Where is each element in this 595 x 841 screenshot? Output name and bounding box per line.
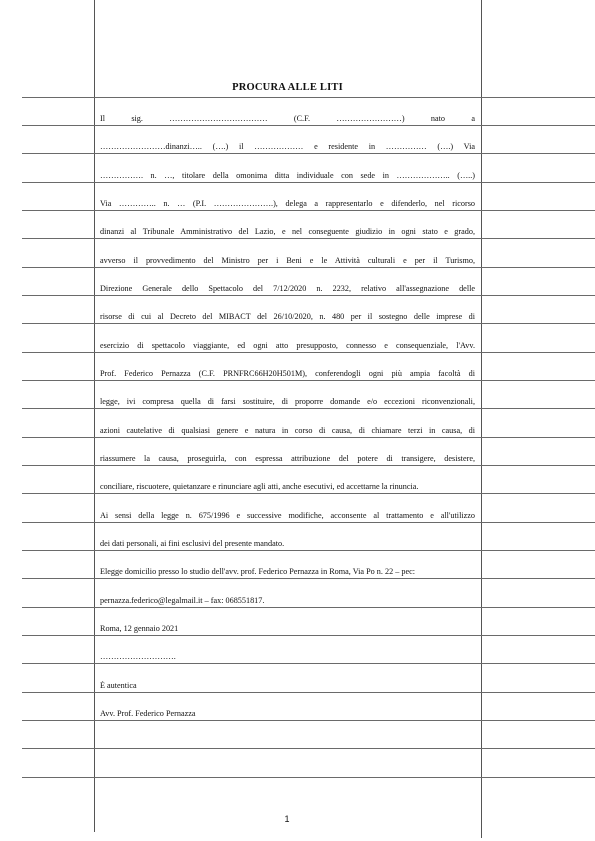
- text-line: conciliare, riscuotere, quietanzare e rinunciare agli atti, anche esecutivi, ed accettarne la rinuncia.: [100, 482, 419, 491]
- authentication-label: È autentica: [100, 681, 137, 690]
- ruled-line: [22, 323, 595, 324]
- text-line: legge, ivi compresa quella di farsi sostituire, di proporre domande e/o eccezioni riconvenzionali,: [100, 397, 475, 406]
- date-line: Roma, 12 gennaio 2021: [100, 624, 179, 633]
- ruled-line: [22, 182, 595, 183]
- text-line: dinanzi al Tribunale Amministrativo del Lazio, e nel conseguente giudizio in ogni stato e grado,: [100, 227, 475, 236]
- ruled-line: [22, 267, 595, 268]
- ruled-line: [22, 97, 595, 98]
- ruled-line: [22, 663, 595, 664]
- page-number: 1: [284, 814, 290, 824]
- text-line: Via ………….. n. … (P.I. ………………….), delega a rappresentarlo e difenderlo, nel ricorso: [100, 199, 475, 208]
- text-line: riassumere la causa, proseguirla, con espressa attribuzione del potere di transigere, desistere,: [100, 454, 475, 463]
- ruled-line: [22, 720, 595, 721]
- text-line: esercizio di spettacolo viaggiante, ed ogni atto presupposto, connesso e consequenziale, l'Avv.: [100, 341, 475, 350]
- ruled-line: [22, 153, 595, 154]
- ruled-line: [22, 465, 595, 466]
- ruled-line: [22, 550, 595, 551]
- ruled-line: [22, 578, 595, 579]
- signature-placeholder: ……………………….: [100, 652, 176, 661]
- lawyer-signature-line: Avv. Prof. Federico Pernazza: [100, 709, 196, 718]
- text-line: Prof. Federico Pernazza (C.F. PRNFRC66H20H501M), conferendogli ogni più ampia facoltà di: [100, 369, 475, 378]
- ruled-line: [22, 692, 595, 693]
- text-line: ……………. n. …, titolare della omonima ditta individuale con sede in ……………….. (…..): [100, 171, 475, 180]
- ruled-line: [22, 522, 595, 523]
- ruled-line: [22, 408, 595, 409]
- ruled-line: [22, 352, 595, 353]
- text-line: Elegge domicilio presso lo studio dell'avv. prof. Federico Pernazza in Roma, Via Po n. 22 – pec:: [100, 567, 415, 576]
- text-line: Direzione Generale dello Spettacolo del 7/12/2020 n. 2232, relativo all'assegnazione delle: [100, 284, 475, 293]
- ruled-line: [22, 777, 595, 778]
- document-title: PROCURA ALLE LITI: [232, 82, 343, 93]
- ruled-line: [22, 380, 595, 381]
- ruled-line: [22, 493, 595, 494]
- text-line: ……………………dinanzi….. (….) il ……………… e residente in …………… (….) Via: [100, 142, 475, 151]
- ruled-line: [22, 437, 595, 438]
- ruled-line: [22, 607, 595, 608]
- ruled-line: [22, 210, 595, 211]
- text-line: Il sig. ……………………………… (C.F. ……………………) nato a: [100, 114, 475, 123]
- text-line: avverso il provvedimento del Ministro per i Beni e le Attività culturali e per il Turismo,: [100, 256, 475, 265]
- text-line: azioni cautelative di qualsiasi genere e natura in corso di causa, di chiamare terzi in causa, di: [100, 426, 475, 435]
- text-line: risorse di cui al Decreto del MIBACT del 26/10/2020, n. 480 per il sostegno delle imprese di: [100, 312, 475, 321]
- ruled-line: [22, 748, 595, 749]
- text-line: pernazza.federico@legalmail.it – fax: 068551817.: [100, 596, 265, 605]
- ruled-line: [22, 125, 595, 126]
- ruled-line: [22, 295, 595, 296]
- ruled-line: [22, 635, 595, 636]
- text-line: dei dati personali, ai fini esclusivi del presente mandato.: [100, 539, 285, 548]
- ruled-line: [22, 238, 595, 239]
- text-line: Ai sensi della legge n. 675/1996 e successive modifiche, acconsente al trattamento e all'utilizzo: [100, 511, 475, 520]
